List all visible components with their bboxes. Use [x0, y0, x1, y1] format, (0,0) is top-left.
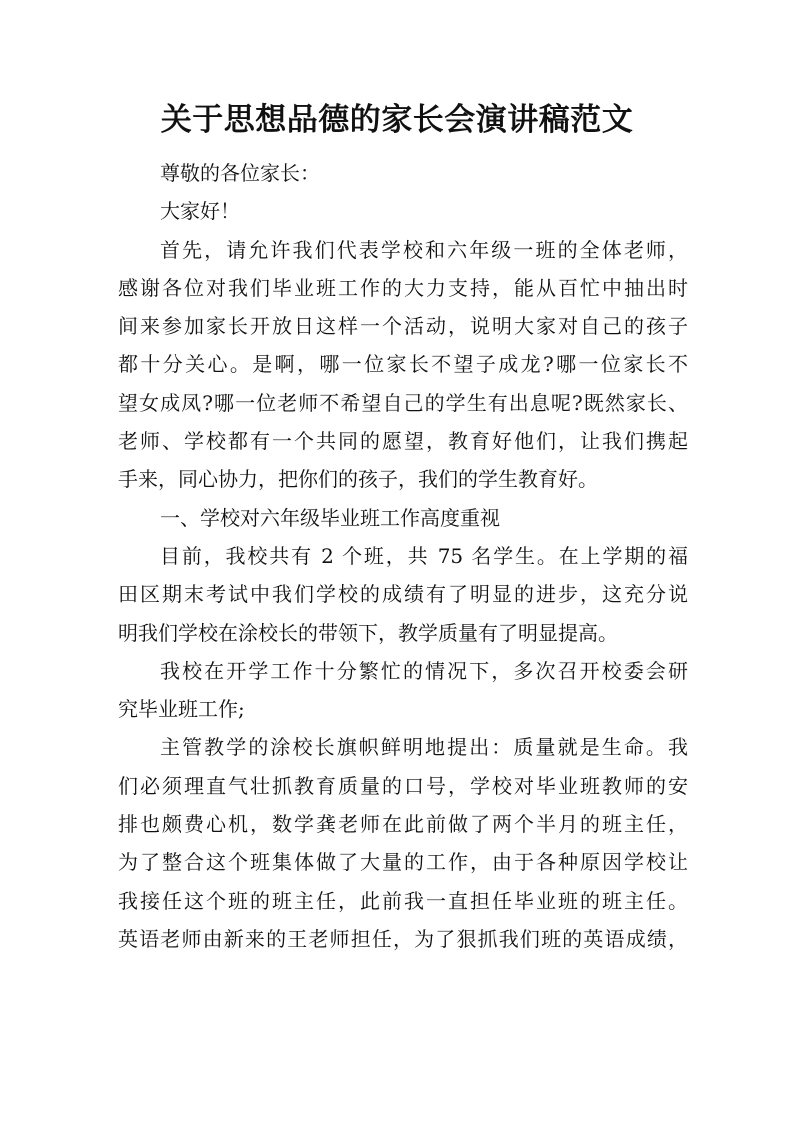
text-line: 老师、学校都有一个共同的愿望，教育好他们，让我们携起: [118, 429, 688, 454]
text-line: 目前，我校共有 2 个班，共 75 名学生。在上学期的福: [160, 543, 688, 568]
greeting-paragraph: [118, 154, 688, 192]
text-line: 尊敬的各位家长：: [160, 161, 320, 185]
document-title: 关于思想品德的家长会演讲稿范文: [160, 102, 634, 138]
text-line: 主管教学的涂校长旗帜鲜明地提出：质量就是生命。我: [160, 735, 688, 760]
text-line: 为了整合这个班集体做了大量的工作，由于各种原因学校让: [118, 850, 688, 875]
section-heading: [118, 499, 688, 537]
text-line: 手来，同心协力，把你们的孩子，我们的学生教育好。: [118, 467, 598, 492]
text-line: 我接任这个班的班主任，此前我一直担任毕业班的班主任。: [118, 888, 688, 913]
body-paragraph: [118, 728, 688, 958]
text-line: 大家好！: [160, 199, 240, 224]
text-line: 英语老师由新来的王老师担任，为了狠抓我们班的英语成绩，: [118, 926, 688, 951]
body-paragraph: [118, 652, 688, 729]
greeting-paragraph: [118, 192, 688, 230]
text-line: 们必须理直气壮抓教育质量的口号，学校对毕业班教师的安: [118, 773, 688, 798]
text-line: 一、学校对六年级毕业班工作高度重视: [160, 505, 500, 530]
text-line: 究毕业班工作;: [118, 697, 245, 722]
text-line: 间来参加家长开放日这样一个活动，说明大家对自己的孩子: [118, 314, 688, 339]
text-line: 感谢各位对我们毕业班工作的大力支持，能从百忙中抽出时: [118, 275, 688, 300]
text-line: 望女成凤?哪一位老师不希望自己的学生有出息呢?既然家长、: [118, 390, 688, 415]
text-line: 我校在开学工作十分繁忙的情况下，多次召开校委会研: [160, 658, 688, 683]
document-body: [118, 154, 688, 958]
text-line: 田区期末考试中我们学校的成绩有了明显的进步，这充分说: [118, 582, 688, 607]
text-line: 明我们学校在涂校长的带领下，教学质量有了明显提高。: [118, 620, 618, 645]
body-paragraph: [118, 231, 688, 499]
text-line: 都十分关心。是啊，哪一位家长不望子成龙?哪一位家长不: [118, 352, 688, 377]
body-paragraph: [118, 537, 688, 652]
text-line: 首先，请允许我们代表学校和六年级一班的全体老师，: [160, 237, 688, 262]
text-line: 排也颇费心机，数学龚老师在此前做了两个半月的班主任，: [118, 812, 688, 837]
